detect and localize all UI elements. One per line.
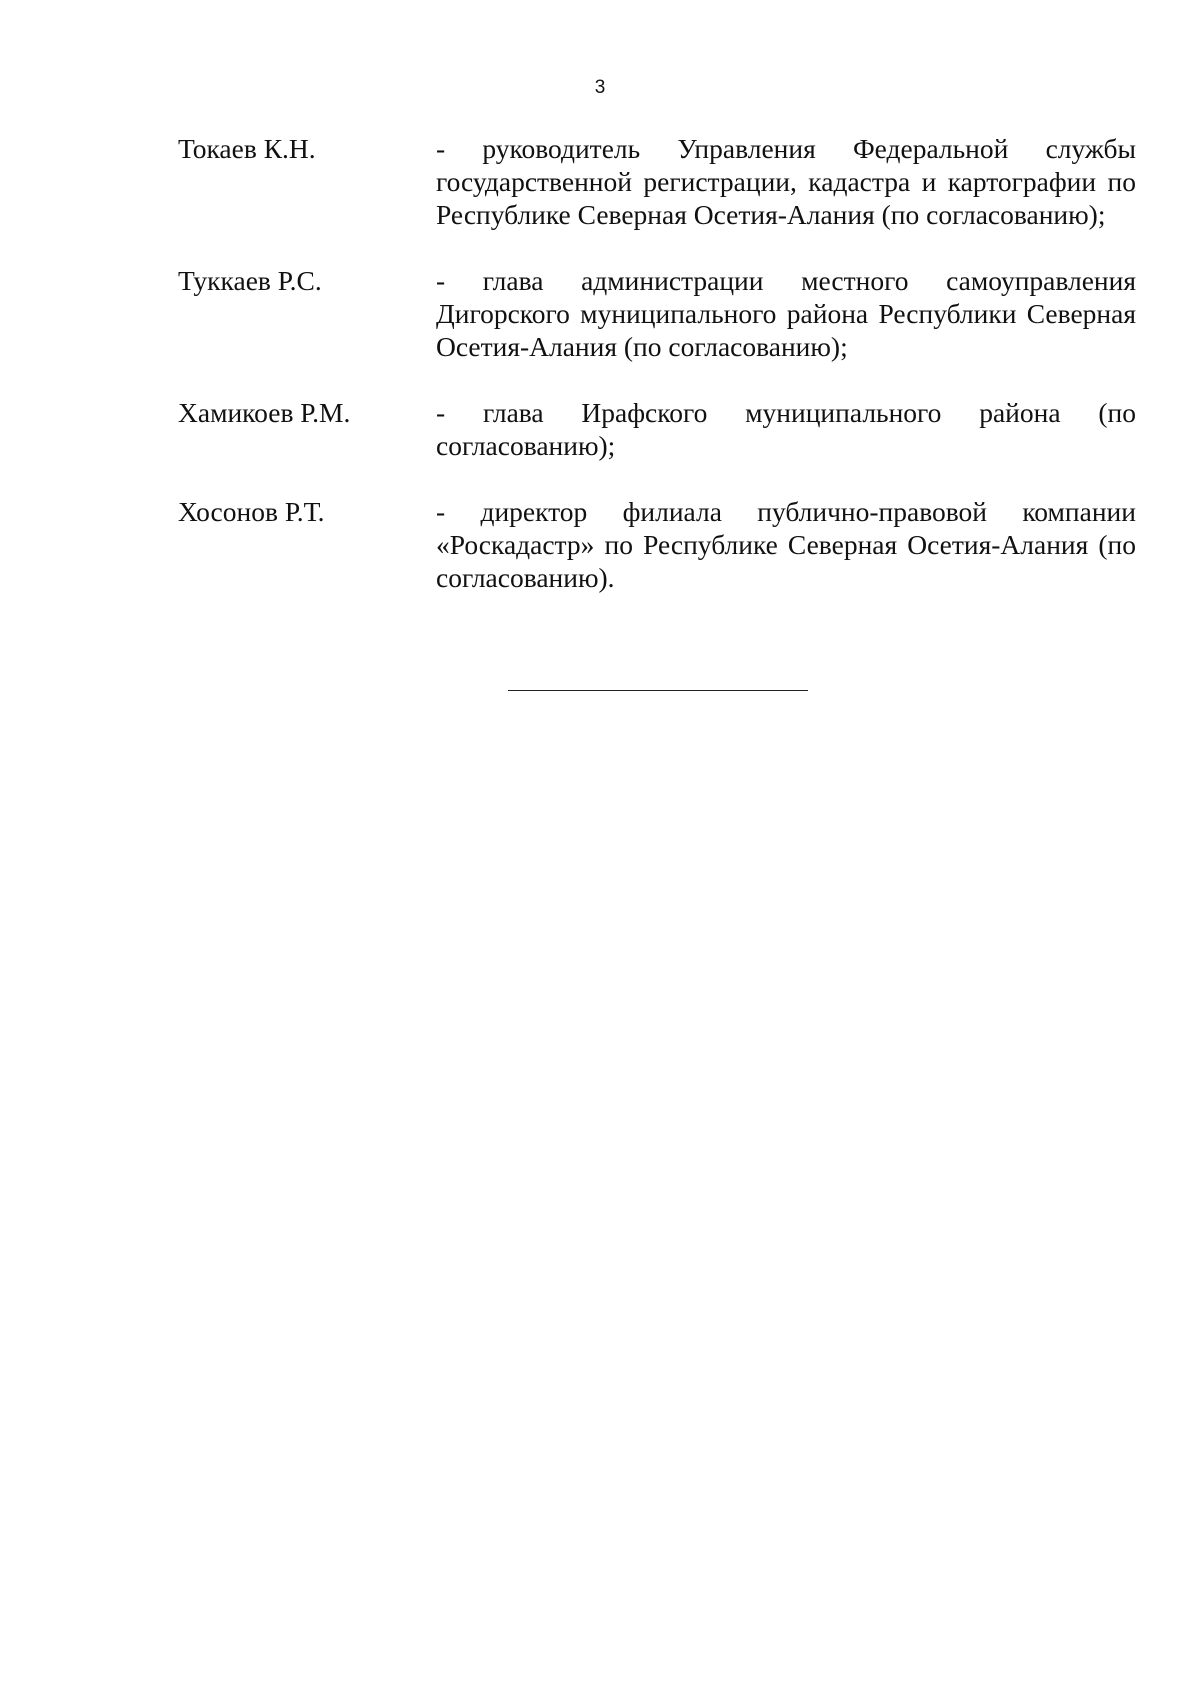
member-name: Токаев К.Н. bbox=[178, 133, 316, 164]
closing-divider bbox=[508, 690, 808, 691]
member-role: - руководитель Управления Федеральной службы государственной регистрации, кадастра и картографии по Республике Северная Осетия-Алания (по согласованию); bbox=[436, 133, 1136, 230]
member-role: - глава администрации местного самоуправления Дигорского муниципального района Республики Северная Осетия-Алания (по согласованию); bbox=[436, 265, 1136, 362]
member-entry bbox=[178, 132, 1136, 231]
member-entry bbox=[178, 396, 1136, 462]
member-name: Хамикоев Р.М. bbox=[178, 397, 351, 428]
page-number: 3 bbox=[594, 77, 606, 98]
member-entry bbox=[178, 264, 1136, 363]
member-name: Туккаев Р.С. bbox=[178, 265, 322, 296]
member-role: - директор филиала публично-правовой компании «Роскадастр» по Республике Северная Осетия-Алания (по согласованию). bbox=[436, 496, 1136, 593]
member-name: Хосонов Р.Т. bbox=[178, 496, 325, 527]
member-entry bbox=[178, 495, 1136, 594]
member-list bbox=[178, 132, 1136, 594]
member-role: - глава Ирафского муниципального района (по согласованию); bbox=[436, 397, 1136, 461]
